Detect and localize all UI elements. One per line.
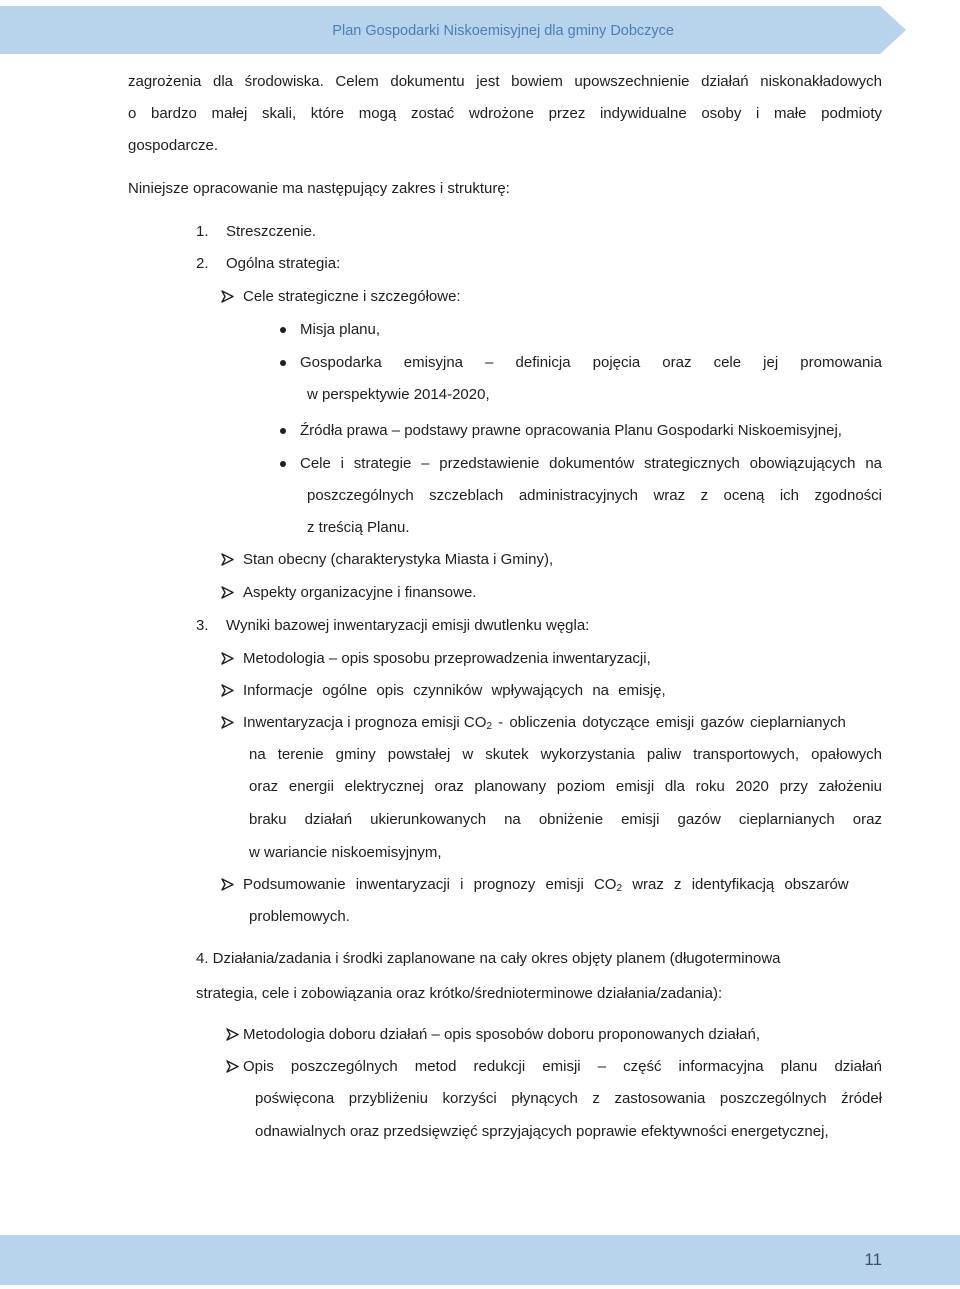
bullet-item-4-line-2: poszczególnych szczeblach administracyjnych wraz z oceną ich zgodności [307,487,882,504]
subitem-3c-text-cont: - obliczenia dotyczące emisji gazów cieplarnianych [492,714,846,731]
arrow-bullet-icon [221,586,234,599]
subitem-4a: Metodologia doboru działań – opis sposobów doboru proponowanych działań, [243,1026,761,1043]
subitem-3c-line-3: oraz energii elektrycznej oraz planowany poziom emisji dla roku 2020 przy założeniu [249,778,882,795]
arrow-bullet-icon [221,684,234,697]
intro-line-2: o bardzo małej skali, które mogą zostać wdrożone przez indywidualne osoby i małe podmioty [128,105,882,122]
subitem-3d-line-1 [243,875,849,899]
subitem-2c: Aspekty organizacyjne i finansowe. [243,584,477,601]
subitem-3b: Informacje ogólne opis czynników wpływających na emisję, [243,682,666,699]
subscript-2: 2 [486,721,492,732]
bullet-item-2-line-2: w perspektywie 2014-2020, [307,386,490,403]
subitem-3d-line-2: problemowych. [249,908,350,925]
bullet-item-2-line-1: Gospodarka emisyjna – definicja pojęcia oraz cele jej promowania [300,354,882,371]
list-item-4-line-1: 4. Działania/zadania i środki zaplanowane na cały okres objęty planem (długoterminowa [196,950,781,967]
list-item-2: Ogólna strategia: [226,255,341,272]
list-item-3: Wyniki bazowej inwentaryzacji emisji dwutlenku węgla: [226,617,590,634]
list-number-3: 3. [196,617,209,634]
round-bullet-icon [280,461,286,467]
subitem-3c-line-5: w wariancie niskoemisyjnym, [249,844,442,861]
page-number: 11 [864,1250,882,1269]
subitem-3a: Metodologia – opis sposobu przeprowadzenia inwentaryzacji, [243,650,651,667]
bullet-item-4-line-3: z treścią Planu. [307,519,410,536]
subitem-2b: Stan obecny (charakterystyka Miasta i Gminy), [243,551,554,568]
subitem-4b-line-2: poświęcona przybliżeniu korzyści płynących z zastosowania poszczególnych źródeł [255,1090,882,1107]
intro-line-4: Niniejsze opracowanie ma następujący zakres i strukturę: [128,180,510,197]
subitem-3c-line-1 [243,713,882,737]
subitem-3c-line-4: braku działań ukierunkowanych na obniżenie emisji gazów cieplarnianych oraz [249,811,882,828]
subitem-3c-line-2: na terenie gminy powstałej w skutek wykorzystania paliw transportowych, opałowych [249,746,882,763]
arrow-bullet-icon [226,1060,239,1073]
arrow-bullet-icon [221,878,234,891]
subscript-2: 2 [616,883,623,894]
round-bullet-icon [280,428,286,434]
intro-line-3: gospodarcze. [128,137,219,154]
arrow-bullet-icon [221,652,234,665]
subitem-2a: Cele strategiczne i szczegółowe: [243,288,461,305]
arrow-bullet-icon [221,553,234,566]
header-arrow-shape [880,6,906,54]
round-bullet-icon [280,360,286,366]
bullet-item-1: Misja planu, [300,321,381,338]
arrow-bullet-icon [226,1028,239,1041]
list-number-1: 1. [196,223,209,240]
subitem-4b-line-1: Opis poszczególnych metod redukcji emisji – część informacyjna planu działań [243,1058,882,1075]
arrow-bullet-icon [221,716,234,729]
subitem-3d-text: Podsumowanie inwentaryzacji i prognozy emisji CO [243,876,617,893]
bullet-item-3: Źródła prawa – podstawy prawne opracowania Planu Gospodarki Niskoemisyjnej, [300,422,842,439]
round-bullet-icon [280,327,286,333]
subitem-3d-text-cont: wraz z identyfikacją obszarów [622,876,849,893]
bullet-item-4-line-1: Cele i strategie – przedstawienie dokumentów strategicznych obowiązujących na [300,455,882,472]
subitem-3c-text: Inwentaryzacja i prognoza emisji CO [243,714,487,731]
list-item-4-line-2: strategia, cele i zobowiązania oraz krótko/średnioterminowe działania/zadania): [196,985,723,1002]
arrow-bullet-icon [221,290,234,303]
list-item-1: Streszczenie. [226,223,317,240]
list-number-2: 2. [196,255,209,272]
intro-line-1: zagrożenia dla środowiska. Celem dokumentu jest bowiem upowszechnienie działań niskonakładowych [128,73,882,90]
footer-band [0,1235,960,1285]
header-title: Plan Gospodarki Niskoemisyjnej dla gminy Dobczyce [332,23,674,39]
subitem-4b-line-3: odnawialnych oraz przedsięwzięć sprzyjających poprawie efektywności energetycznej, [255,1123,829,1140]
